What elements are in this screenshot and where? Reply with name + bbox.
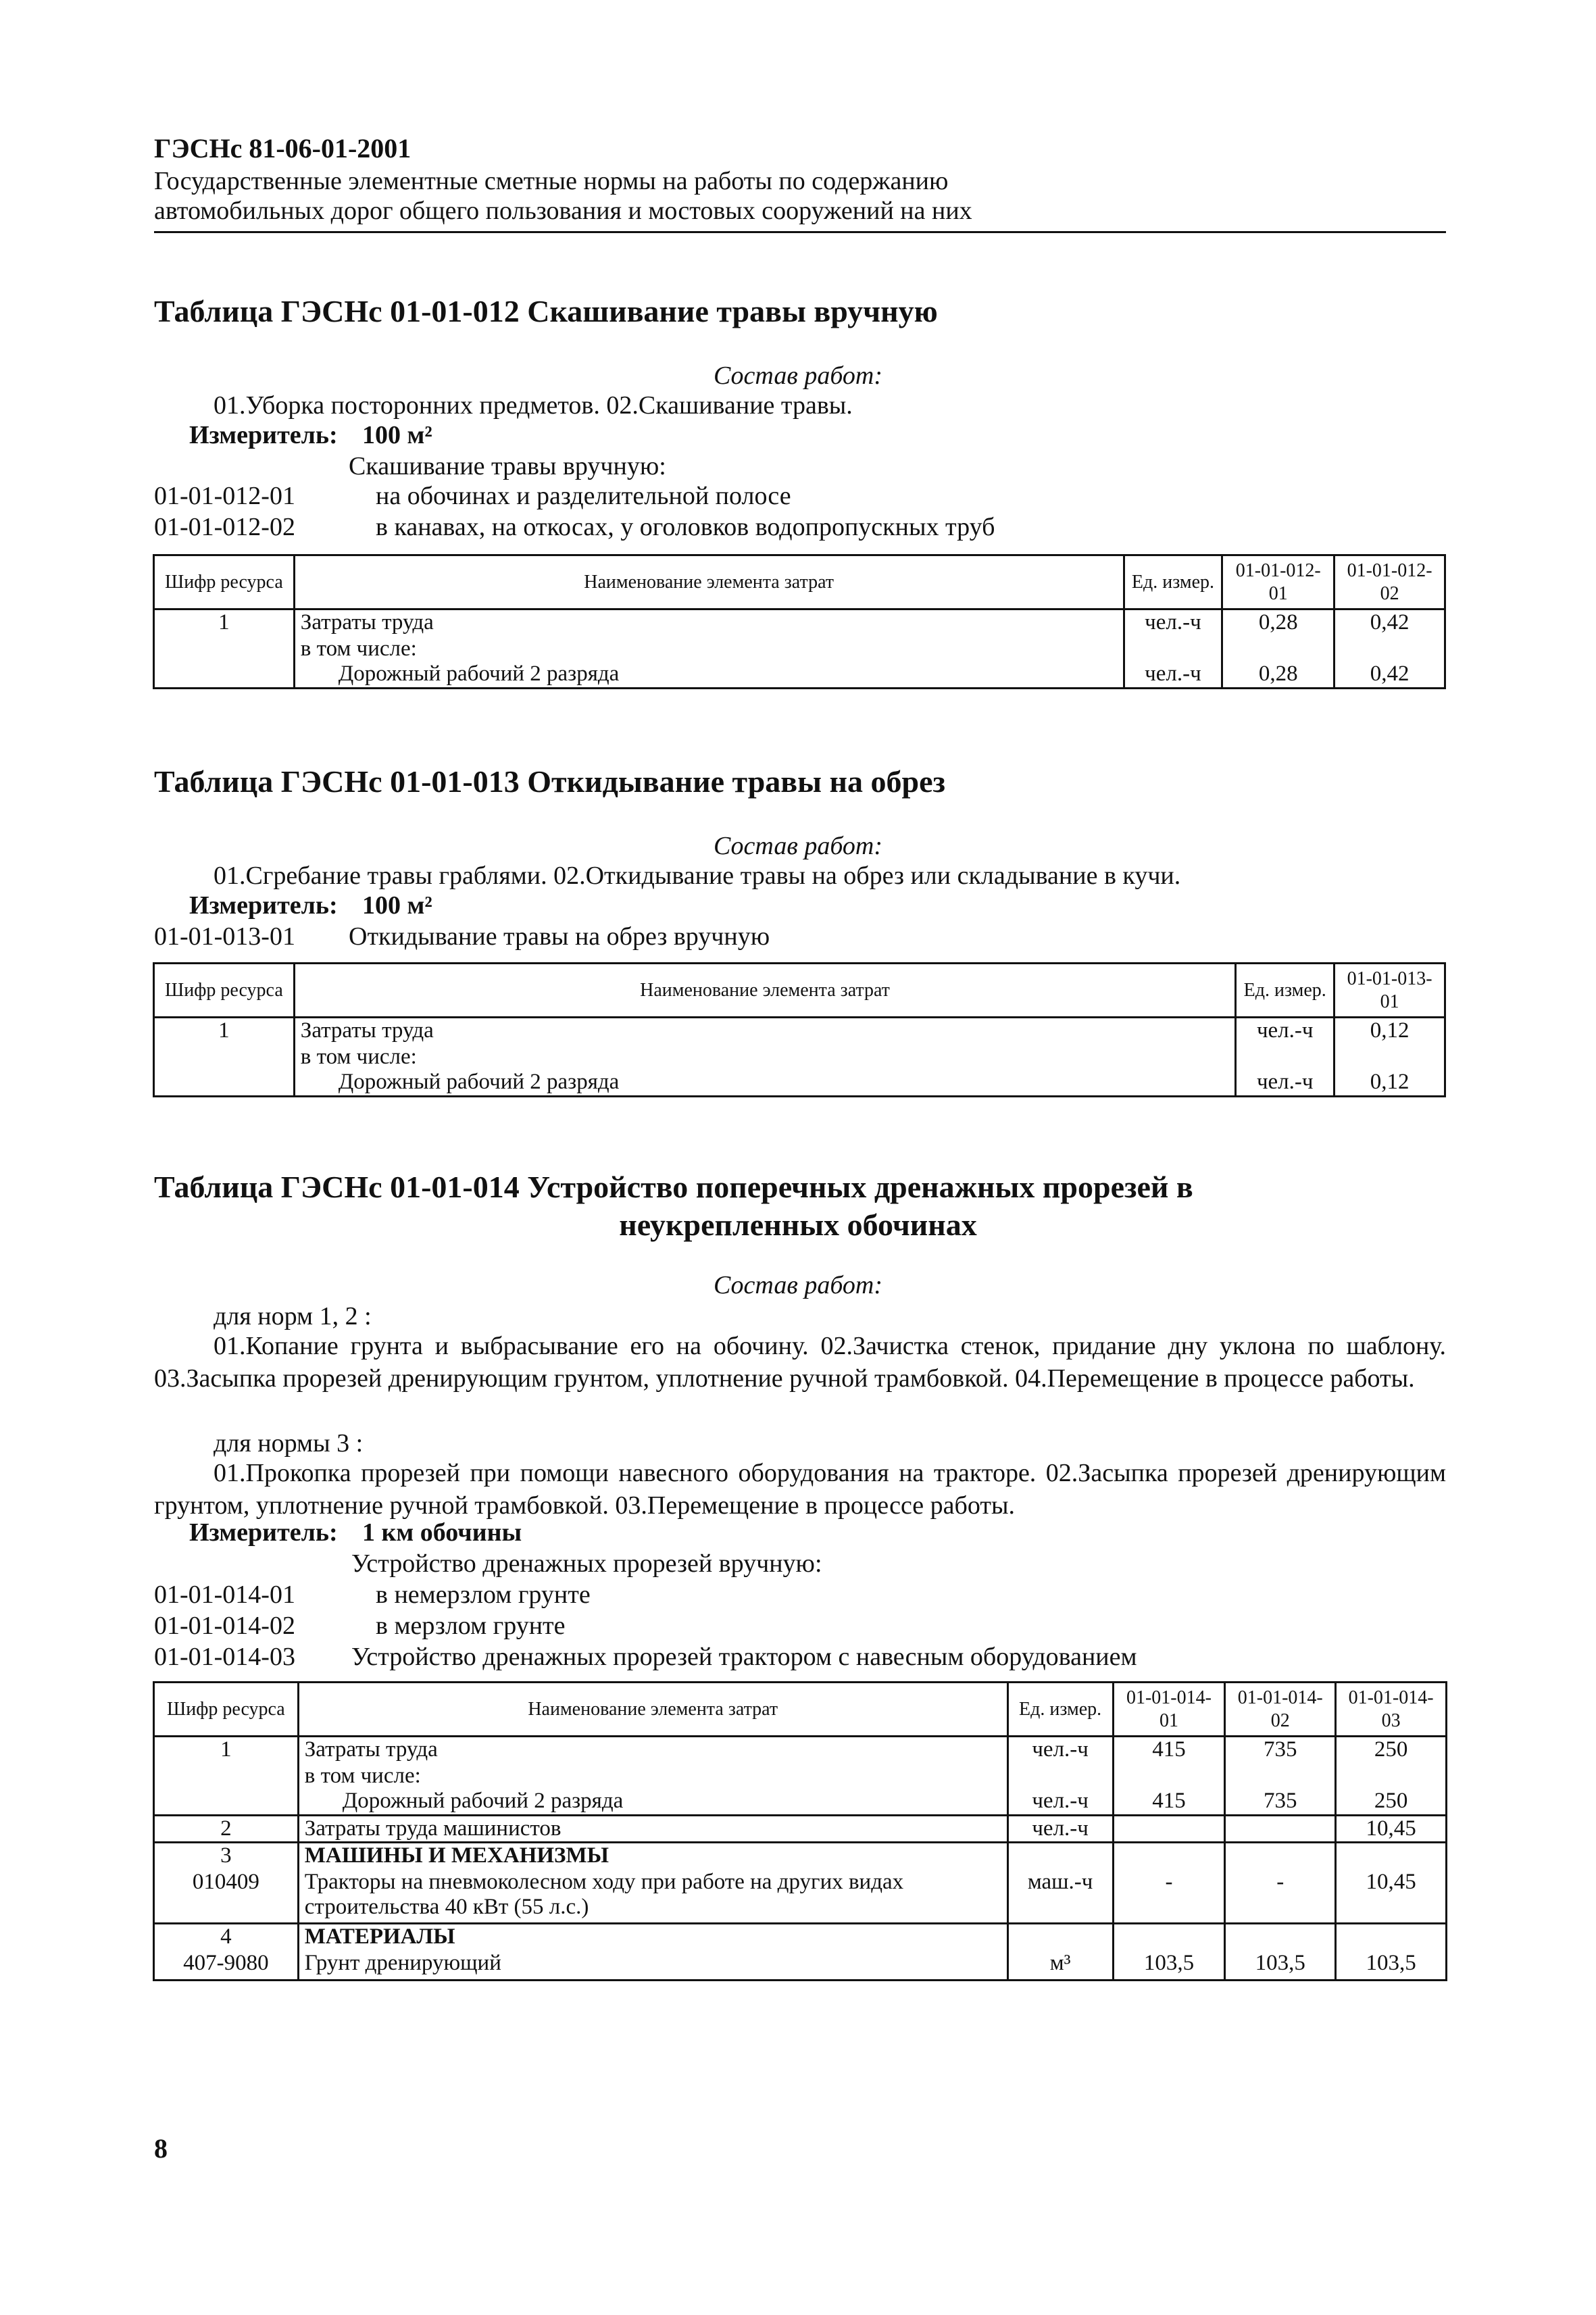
document-title-line-1: Государственные элементные сметные нормы на работы по содержанию	[154, 167, 949, 195]
cell-value: 250	[1336, 1737, 1447, 1764]
table-row	[154, 1951, 1447, 1981]
cell-value: 103,5	[1225, 1951, 1336, 1981]
norm-name: в немерзлом грунте	[376, 1580, 591, 1609]
cell-code: 3	[154, 1843, 299, 1870]
norm-code: 01-01-014-01	[154, 1580, 295, 1609]
cell-value: 0,42	[1335, 662, 1445, 689]
norm-name: Откидывание травы на обрез вручную	[349, 922, 770, 951]
cell-value: -	[1113, 1870, 1225, 1924]
table-014-title-line-1: Таблица ГЭСНс 01-01-014 Устройство поперечных дренажных прорезей в	[154, 1170, 1193, 1204]
table-014-group-label: Устройство дренажных прорезей вручную:	[351, 1549, 822, 1578]
norm-code: 01-01-014-02	[154, 1612, 295, 1640]
table-row	[154, 662, 1445, 689]
cell-value: 0,42	[1335, 609, 1445, 637]
col-header-name: Наименование элемента затрат	[294, 555, 1124, 609]
table-013-measure-value: 100 м²	[362, 891, 432, 920]
cell-value: 10,45	[1336, 1816, 1447, 1843]
table-row	[154, 1764, 1447, 1789]
cell-unit: чел.-ч	[1124, 609, 1222, 637]
table-014-sostav-label: Состав работ:	[713, 1271, 883, 1299]
norm-code: 01-01-012-01	[154, 482, 295, 510]
table-014-measure-value: 1 км обочины	[362, 1518, 522, 1547]
col-header-unit: Ед. измер.	[1124, 555, 1222, 609]
cell-value: 735	[1225, 1737, 1336, 1764]
table-row	[154, 1816, 1447, 1843]
col-header-unit: Ед. измер.	[1007, 1683, 1113, 1737]
cell-value: 415	[1113, 1737, 1225, 1764]
cell-name: в том числе:	[298, 1764, 1007, 1789]
cell-unit: маш.-ч	[1007, 1870, 1113, 1924]
table-row	[154, 1737, 1447, 1764]
table-013-title: Таблица ГЭСНс 01-01-013 Откидывание травы на обрез	[154, 764, 946, 799]
table-014-works-3: 01.Прокопка прорезей при помощи навесного оборудования на тракторе. 02.Засыпка прорезей дренирующим грунтом, уплотнение ручной трамбовкой. 03.Перемещение в процессе работы.	[154, 1459, 1446, 1520]
cell-unit: чел.-ч	[1007, 1737, 1113, 1764]
table-014-for-norms-12: для норм 1, 2 :	[214, 1302, 372, 1330]
table-row	[154, 1789, 1447, 1816]
cell-unit: м³	[1007, 1951, 1113, 1981]
page-number: 8	[154, 2133, 168, 2164]
cell-value: -	[1225, 1870, 1336, 1924]
cell-value: 250	[1336, 1789, 1447, 1816]
cell-value: 103,5	[1113, 1951, 1225, 1981]
document-title-line-2: автомобильных дорог общего пользования и мостовых сооружений на них	[154, 197, 972, 225]
cell-code: 010409	[154, 1870, 299, 1924]
document-code: ГЭСНс 81-06-01-2001	[154, 133, 412, 164]
col-header-norm: 01-01-013-01	[1335, 964, 1445, 1018]
cell-value: 0,12	[1335, 1018, 1445, 1045]
cell-code: 1	[154, 1737, 299, 1764]
table-row	[154, 637, 1445, 662]
norm-name: в мерзлом грунте	[376, 1612, 566, 1640]
cell-name: Затраты труда	[294, 1018, 1236, 1045]
col-header-norm: 01-01-012-02	[1335, 555, 1445, 609]
cell-unit: чел.-ч	[1007, 1816, 1113, 1843]
cell-name-line-1: Тракторы на пневмоколесном ходу при работе на других видах	[304, 1869, 904, 1894]
cell-name: Дорожный рабочий 2 разряда	[298, 1789, 1007, 1816]
cell-code: 1	[154, 609, 295, 637]
col-header-name: Наименование элемента затрат	[294, 964, 1236, 1018]
table-row	[154, 1870, 1447, 1924]
table-014-title-line-2: неукрепленных обочинах	[619, 1208, 977, 1242]
cell-value: 103,5	[1336, 1951, 1447, 1981]
cell-section-title: МАШИНЫ И МЕХАНИЗМЫ	[298, 1843, 1007, 1870]
norm-code: 01-01-014-03	[154, 1643, 295, 1671]
table-013-grid	[153, 962, 1446, 1097]
table-013-measure-label: Измеритель:	[189, 891, 338, 920]
col-header-norm: 01-01-012-01	[1222, 555, 1335, 609]
cell-name: в том числе:	[294, 1045, 1236, 1070]
table-012-group-label: Скашивание травы вручную:	[349, 452, 666, 480]
cell-name: в том числе:	[294, 637, 1124, 662]
table-014-for-norm-3: для нормы 3 :	[214, 1429, 364, 1458]
table-012-sostav-label: Состав работ:	[713, 362, 883, 390]
cell-name: Дорожный рабочий 2 разряда	[294, 662, 1124, 689]
col-header-code: Шифр ресурса	[154, 555, 295, 609]
cell-code: 1	[154, 1018, 295, 1045]
table-014-works-12: 01.Копание грунта и выбрасывание его на обочину. 02.Зачистка стенок, придание дну уклона по шаблону. 03.Засыпка прорезей дренирующим грунтом, уплотнение ручной трамбовкой. 04.Перемещение в процессе работы.	[154, 1332, 1446, 1393]
table-row	[154, 609, 1445, 637]
cell-section-title: МАТЕРИАЛЫ	[298, 1924, 1007, 1951]
table-row	[154, 1018, 1445, 1045]
cell-unit: чел.-ч	[1236, 1070, 1335, 1097]
cell-name: Затраты труда машинистов	[298, 1816, 1007, 1843]
cell-unit: чел.-ч	[1124, 662, 1222, 689]
cell-code: 407-9080	[154, 1951, 299, 1981]
cell-code: 2	[154, 1816, 299, 1843]
header-divider	[154, 231, 1446, 233]
col-header-code: Шифр ресурса	[154, 964, 295, 1018]
norm-code: 01-01-013-01	[154, 922, 295, 951]
table-013-works: 01.Сгребание травы граблями. 02.Откидывание травы на обрез или складывание в кучи.	[214, 862, 1181, 890]
norm-name: на обочинах и разделительной полосе	[376, 482, 791, 510]
col-header-norm: 01-01-014-03	[1336, 1683, 1447, 1737]
norm-name: в канавах, на откосах, у оголовков водопропускных труб	[376, 513, 995, 541]
norm-name: Устройство дренажных прорезей трактором с навесным оборудованием	[351, 1643, 1137, 1671]
table-row	[154, 1924, 1447, 1951]
cell-name: Грунт дренирующий	[298, 1951, 1007, 1981]
cell-value: 0,28	[1222, 609, 1335, 637]
table-014-measure-label: Измеритель:	[189, 1518, 338, 1547]
col-header-norm: 01-01-014-01	[1113, 1683, 1225, 1737]
cell-value: 0,28	[1222, 662, 1335, 689]
cell-name: Затраты труда	[298, 1737, 1007, 1764]
table-row	[154, 1843, 1447, 1870]
cell-unit: чел.-ч	[1007, 1789, 1113, 1816]
cell-code: 4	[154, 1924, 299, 1951]
cell-name: Затраты труда	[294, 609, 1124, 637]
table-014-grid	[153, 1681, 1447, 1981]
table-012-measure-value: 100 м²	[362, 421, 432, 449]
cell-name: Дорожный рабочий 2 разряда	[294, 1070, 1236, 1097]
col-header-norm: 01-01-014-02	[1225, 1683, 1336, 1737]
cell-value: 10,45	[1336, 1870, 1447, 1924]
cell-name-line-2: строительства 40 кВт (55 л.с.)	[304, 1894, 589, 1919]
table-012-works: 01.Уборка посторонних предметов. 02.Скашивание травы.	[214, 391, 853, 420]
cell-value: 0,12	[1335, 1070, 1445, 1097]
cell-value: 735	[1225, 1789, 1336, 1816]
col-header-code: Шифр ресурса	[154, 1683, 299, 1737]
table-row	[154, 1045, 1445, 1070]
cell-value: 415	[1113, 1789, 1225, 1816]
cell-unit: чел.-ч	[1236, 1018, 1335, 1045]
col-header-unit: Ед. измер.	[1236, 964, 1335, 1018]
table-012-title: Таблица ГЭСНс 01-01-012 Скашивание травы вручную	[154, 294, 938, 328]
norm-code: 01-01-012-02	[154, 513, 295, 541]
table-012-measure-label: Измеритель:	[189, 421, 338, 449]
col-header-name: Наименование элемента затрат	[298, 1683, 1007, 1737]
table-013-sostav-label: Состав работ:	[713, 832, 883, 860]
cell-name	[298, 1870, 1007, 1924]
table-012-grid	[153, 554, 1446, 689]
table-row	[154, 1070, 1445, 1097]
